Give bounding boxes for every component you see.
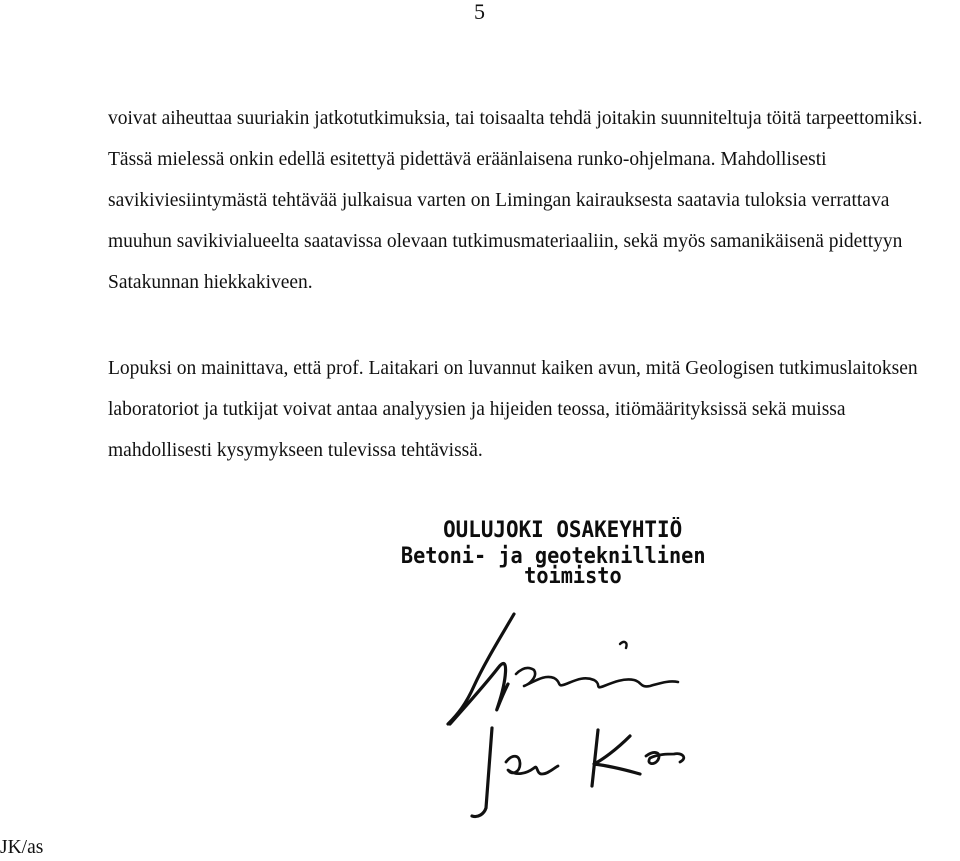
stamp-department-line-1: Betoni- ja geoteknillinen — [400, 544, 706, 569]
paragraph-text: voivat aiheuttaa suuriakin jatkotutkimuksia, tai toisaalta tehdä joitakin suunniteltuja töitä tarpeettomiksi. Tässä mielessä onkin edellä esitettyä pidettävä eräänlaisena runko-ohjelmana. Mahdollisesti savikiviesiintymästä tehtävää julkaisua varten on Limingan kairauksesta saatavia tuloksia verrattava muuhun savikivialueelta saatavissa olevaan tutkimusmateriaaliin, sekä myös samanikäisenä pidettyyn Satakunnan hiekkakiveen. — [108, 108, 923, 293]
body-paragraph-1 — [108, 98, 928, 303]
body-paragraph-2 — [108, 348, 928, 471]
stamp-department-line-2: toimisto — [524, 564, 622, 589]
paragraph-text: Lopuksi on mainittava, että prof. Laitakari on luvannut kaiken avun, mitä Geologisen tutkimuslaitoksen laboratoriot ja tutkijat voivat antaa analyysien ja hijeiden teossa, itiömäärityksissä sekä muissa mahdollisesti kysymykseen tulevissa tehtävissä. — [108, 358, 918, 461]
handwritten-signatures — [388, 518, 780, 824]
signature-upper — [448, 614, 678, 724]
stamp-company-name: OULUJOKI OSAKEYHTIÖ — [443, 518, 683, 543]
page-number: 5 — [474, 0, 485, 24]
company-stamp-and-signatures — [388, 518, 780, 824]
author-initials: JK/as — [0, 837, 44, 858]
signature-lower — [472, 728, 684, 817]
